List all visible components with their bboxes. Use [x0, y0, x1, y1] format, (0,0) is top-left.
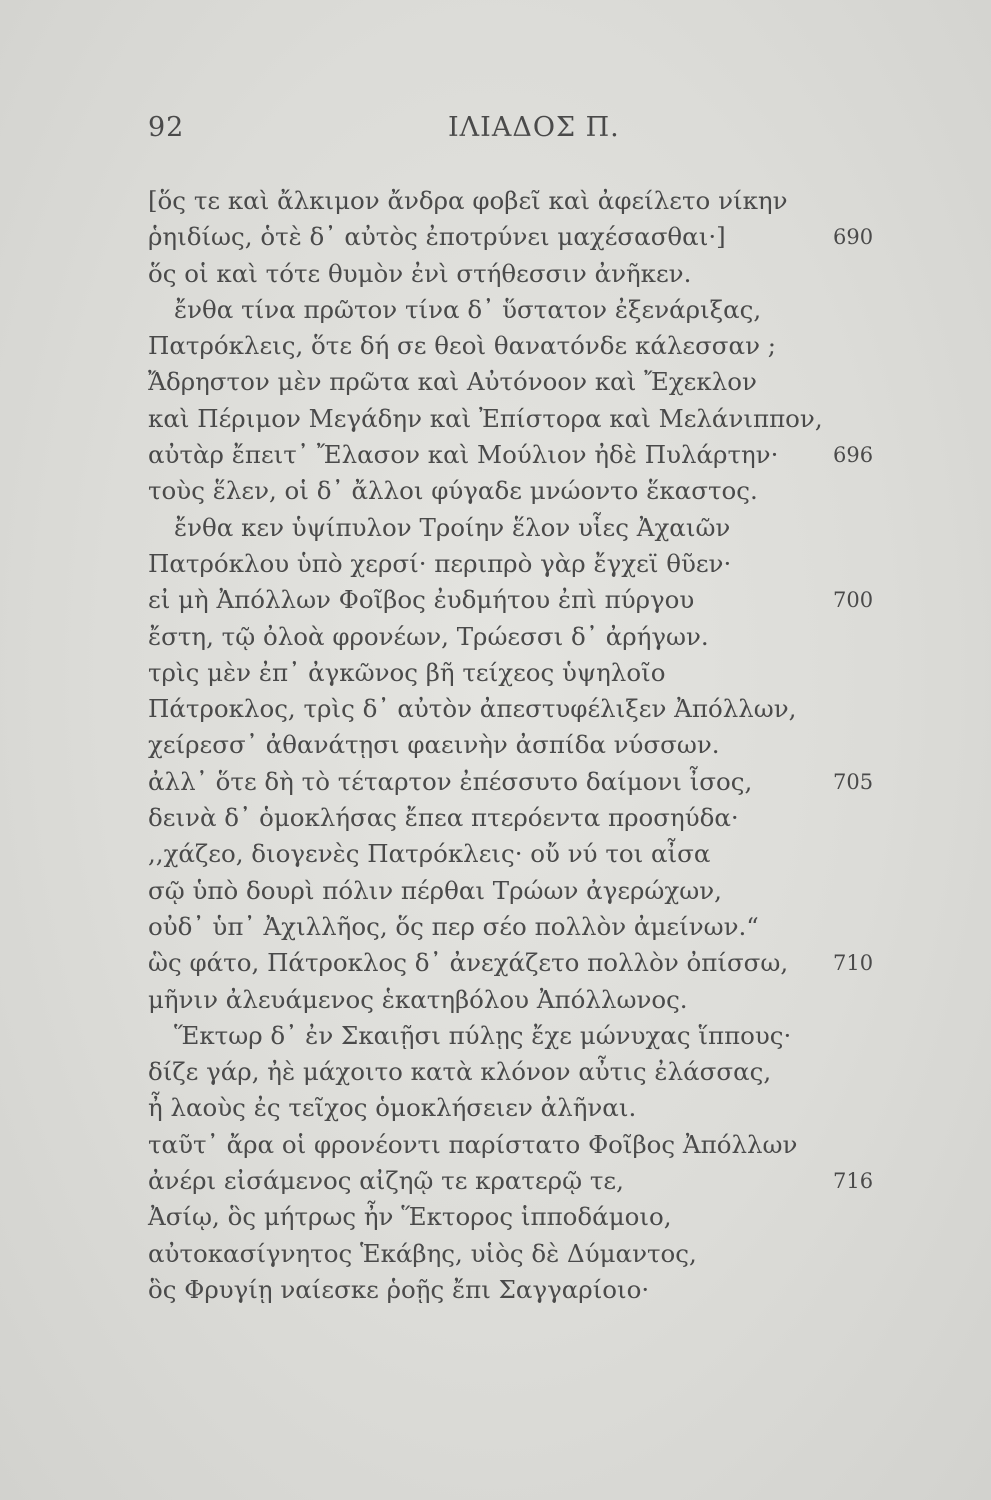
- page-header: [148, 112, 813, 152]
- verse-line: [148, 546, 878, 582]
- verse-line: [148, 1272, 878, 1308]
- line-number: 716: [833, 1169, 874, 1194]
- verse-text: Ἕκτωρ δ᾽ ἐν Σκαιῇσι πύλῃς ἔχε μώνυχας ἵππους·: [174, 1020, 792, 1050]
- verse-line: [148, 219, 878, 255]
- verse-line: [148, 292, 878, 328]
- line-number: 696: [833, 443, 874, 468]
- verse-line: [148, 1018, 878, 1054]
- verse-text: ,,χάζεο, διογενὲς Πατρόκλεις· οὔ νύ τοι αἶσα: [148, 839, 711, 869]
- verse-text: αὐτὰρ ἔπειτ᾽ Ἔλασον καὶ Μούλιον ἠδὲ Πυλάρτην·: [148, 440, 779, 470]
- verse-line: [148, 582, 878, 618]
- verse-text: Ἀσίῳ, ὃς μήτρως ἦν Ἕκτορος ἱπποδάμοιο,: [148, 1202, 672, 1232]
- verse-line: [148, 510, 878, 546]
- verse-text: [ὅς τε καὶ ἄλκιμον ἄνδρα φοβεῖ καὶ ἀφείλετο νίκην: [148, 186, 788, 215]
- verse-line: [148, 1054, 878, 1090]
- verse-text: σῷ ὑπὸ δουρὶ πόλιν πέρθαι Τρώων ἀγερώχων,: [148, 875, 722, 905]
- verse-text: ταῦτ᾽ ἄρα οἱ φρονέοντι παρίστατο Φοῖβος Ἀπόλλων: [148, 1129, 798, 1159]
- verse-text: οὐδ᾽ ὑπ᾽ Ἀχιλλῆος, ὅς περ σέο πολλὸν ἀμείνων.“: [148, 911, 759, 941]
- verse-line: [148, 437, 878, 473]
- verse-text: δεινὰ δ᾽ ὁμοκλήσας ἔπεα πτερόεντα προσηύδα·: [148, 803, 739, 833]
- verse-line: [148, 183, 878, 219]
- verse-line: [148, 764, 878, 800]
- verse-text: ἔνθα τίνα πρῶτον τίνα δ᾽ ὕστατον ἐξενάριξας,: [174, 294, 762, 324]
- verse-text: Πάτροκλος, τρὶς δ᾽ αὐτὸν ἀπεστυφέλιξεν Ἀπόλλων,: [148, 694, 797, 724]
- verse-text: χείρεσσ᾽ ἀθανάτῃσι φαεινὴν ἀσπίδα νύσσων.: [148, 730, 720, 760]
- verse-text: τοὺς ἕλεν, οἱ δ᾽ ἄλλοι φύγαδε μνώοντο ἕκαστος.: [148, 476, 758, 506]
- verse-text: αὐτοκασίγνητος Ἑκάβης, υἱὸς δὲ Δύμαντος,: [148, 1238, 697, 1268]
- verse-text: καὶ Πέριμον Μεγάδην καὶ Ἐπίστορα καὶ Μελάνιππον,: [148, 403, 823, 433]
- verse-text: ἀνέρι εἰσάμενος αἰζηῷ τε κρατερῷ τε,: [148, 1166, 624, 1196]
- verse-text: δίζε γάρ, ἠὲ μάχοιτο κατὰ κλόνον αὖτις ἐλάσσας,: [148, 1057, 772, 1087]
- line-number: 710: [833, 951, 874, 976]
- verse-line: [148, 691, 878, 727]
- verse-line: [148, 1127, 878, 1163]
- verse-text: Πατρόκλεις, ὅτε δή σε θεοὶ θανατόνδε κάλεσσαν ;: [148, 331, 777, 361]
- verse-line: [148, 836, 878, 872]
- verse-line: [148, 1163, 878, 1199]
- verse-line: [148, 1090, 878, 1126]
- verse-line: [148, 328, 878, 364]
- line-number: 700: [833, 588, 874, 613]
- verse-text: τρὶς μὲν ἐπ᾽ ἀγκῶνος βῆ τείχεος ὑψηλοῖο: [148, 657, 666, 687]
- line-number: 705: [833, 769, 874, 794]
- verse-line: [148, 473, 878, 509]
- verse-text: ὅς οἱ καὶ τότε θυμὸν ἐνὶ στήθεσσιν ἀνῆκεν.: [148, 258, 692, 288]
- verse-text: Πατρόκλου ὑπὸ χερσί· περιπρὸ γὰρ ἔγχεϊ θῦεν·: [148, 548, 732, 578]
- verse-block: [148, 183, 878, 1308]
- verse-line: [148, 945, 878, 981]
- verse-line: [148, 619, 878, 655]
- verse-text: ὃς Φρυγίῃ ναίεσκε ῥοῇς ἔπι Σαγγαρίοιο·: [148, 1274, 650, 1304]
- verse-text: ἦ λαοὺς ἐς τεῖχος ὁμοκλήσειεν ἀλῆναι.: [148, 1093, 637, 1123]
- verse-text: ἔστη, τῷ ὀλοὰ φρονέων, Τρώεσσι δ᾽ ἀρήγων.: [148, 621, 709, 651]
- verse-text: ἔνθα κεν ὑψίπυλον Τροίην ἕλον υἷες Ἀχαιῶν: [174, 512, 731, 542]
- verse-text: Ἄδρηστον μὲν πρῶτα καὶ Αὐτόνοον καὶ Ἔχεκλον: [148, 367, 757, 397]
- verse-text: μῆνιν ἀλευάμενος ἑκατηβόλου Ἀπόλλωνος.: [148, 984, 688, 1014]
- page-number: 92: [148, 112, 185, 143]
- verse-line: [148, 909, 878, 945]
- verse-line: [148, 1236, 878, 1272]
- running-title: ΙΛΙΑΔΟΣ Π.: [448, 112, 620, 143]
- verse-line: [148, 727, 878, 763]
- verse-line: [148, 364, 878, 400]
- line-number: 690: [833, 225, 874, 250]
- verse-line: [148, 982, 878, 1018]
- verse-text: ὣς φάτο, Πάτροκλος δ᾽ ἀνεχάζετο πολλὸν ὀπίσσω,: [148, 948, 789, 978]
- verse-line: [148, 256, 878, 292]
- verse-text: εἰ μὴ Ἀπόλλων Φοῖβος ἐυδμήτου ἐπὶ πύργου: [148, 585, 695, 615]
- verse-text: ἀλλ᾽ ὅτε δὴ τὸ τέταρτον ἐπέσσυτο δαίμονι ἶσος,: [148, 766, 753, 796]
- verse-line: [148, 873, 878, 909]
- verse-line: [148, 655, 878, 691]
- verse-line: [148, 401, 878, 437]
- verse-line: [148, 1199, 878, 1235]
- verse-line: [148, 800, 878, 836]
- verse-text: ῥηιδίως, ὁτὲ δ᾽ αὐτὸς ἐποτρύνει μαχέσασθαι·]: [148, 222, 726, 252]
